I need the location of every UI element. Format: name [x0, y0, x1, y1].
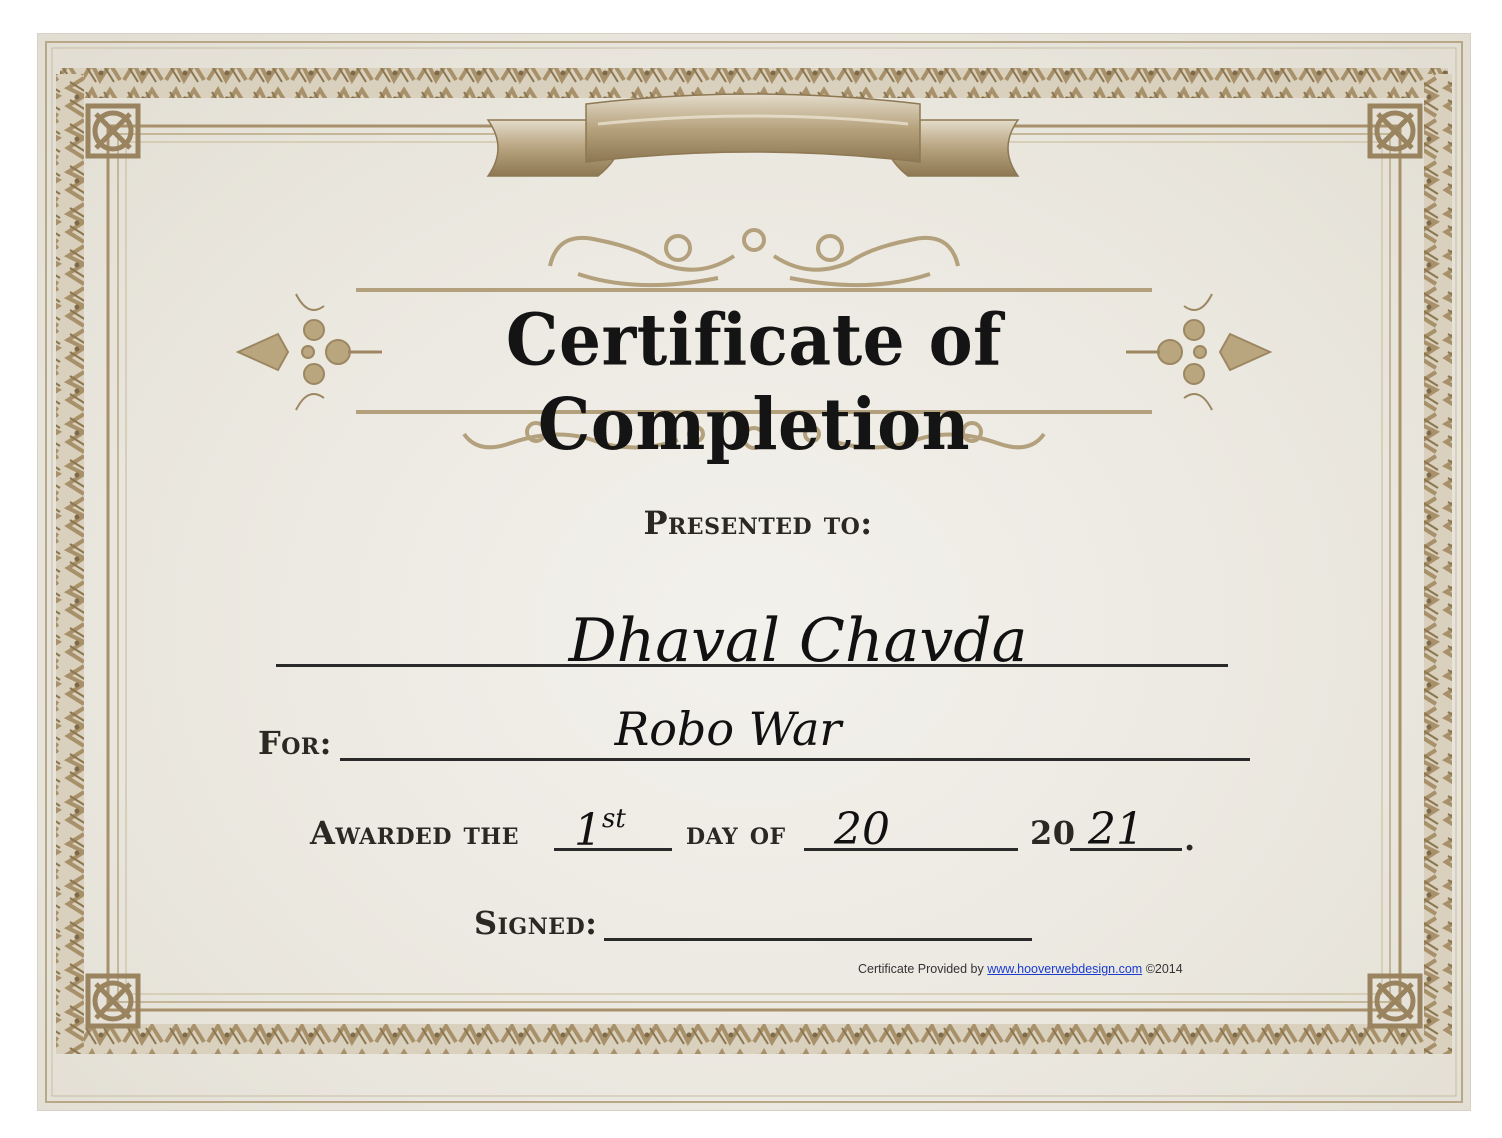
certificate-credit [858, 962, 1183, 976]
certificate-title: Certificate of Completion [505, 297, 1003, 467]
day-suffix: st [602, 804, 626, 834]
date-period: . [1184, 820, 1196, 858]
corner-ornament-br [1370, 976, 1420, 1026]
century-label: 20 [1030, 814, 1076, 852]
border-bottom [60, 1024, 1448, 1054]
for-label: For: [258, 724, 332, 762]
corner-ornament-tr [1370, 106, 1420, 156]
ribbon-banner [488, 94, 1018, 176]
border-left [56, 74, 84, 1054]
for-value: Robo War [614, 702, 842, 756]
for-underline [340, 758, 1250, 761]
signed-label: Signed: [474, 904, 598, 942]
credit-suffix: ©2014 [1145, 962, 1183, 976]
day-value [574, 804, 626, 856]
credit-link[interactable]: www.hooverwebdesign.com [987, 962, 1143, 976]
awarded-the-label: Awarded the [310, 814, 519, 852]
floral-ornament-right [1126, 294, 1270, 410]
day-number: 1 [574, 805, 602, 856]
month-value: 20 [834, 804, 890, 855]
certificate [38, 34, 1470, 1110]
signature-underline [604, 938, 1032, 941]
floral-ornament-left [238, 294, 382, 410]
scroll-ornament-top [550, 230, 958, 285]
day-of-label: day of [686, 814, 786, 852]
credit-prefix: Certificate Provided by [858, 962, 984, 976]
ornamental-frame [38, 34, 1470, 1110]
year-value: 21 [1088, 804, 1144, 855]
border-right [1424, 74, 1452, 1054]
corner-ornament-bl [88, 976, 138, 1026]
corner-ornament-tl [88, 106, 138, 156]
recipient-name: Dhaval Chavda [568, 606, 1028, 676]
presented-to-label: Presented to: [643, 504, 873, 542]
